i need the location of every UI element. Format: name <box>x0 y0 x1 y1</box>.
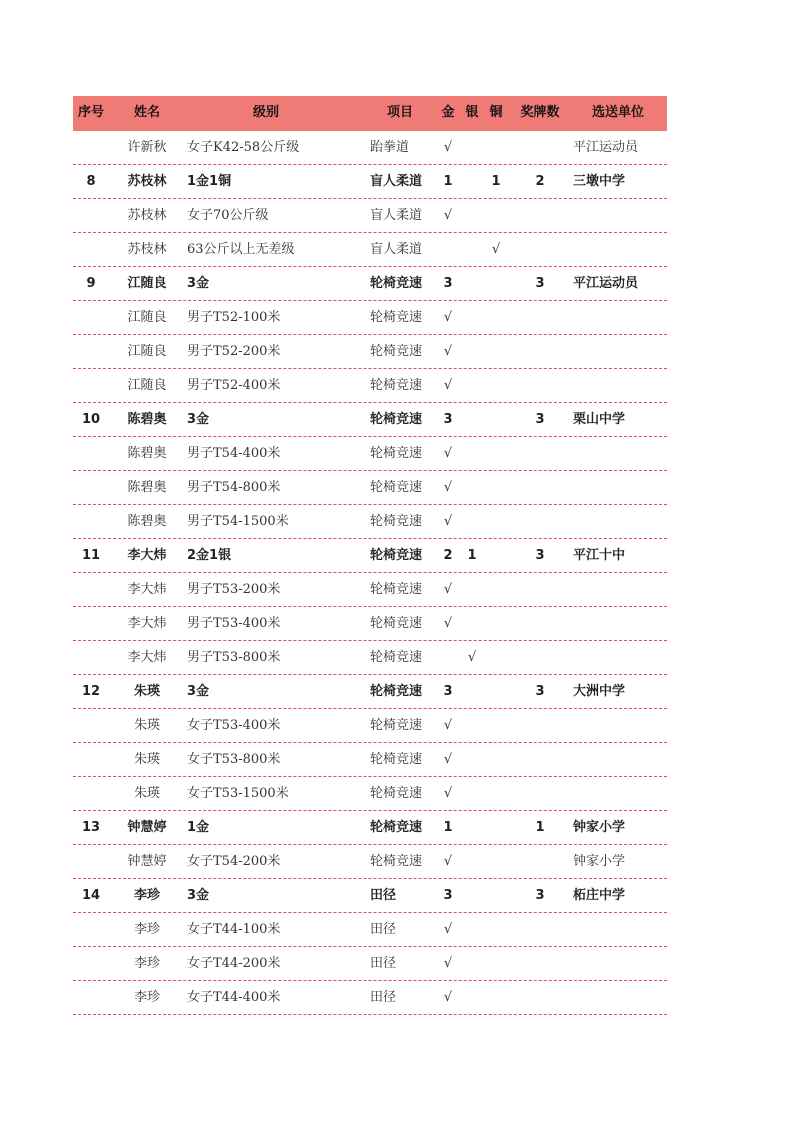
cell-name: 江随良 <box>127 378 167 393</box>
cell-item: 轮椅竞速 <box>370 514 423 529</box>
cell-total: 1 <box>535 820 545 835</box>
cell-unit: 柘庄中学 <box>573 888 626 903</box>
cell-unit: 栗山中学 <box>573 412 626 427</box>
cell-unit: 钟家小学 <box>573 820 626 835</box>
cell-item: 盲人柔道 <box>370 208 423 223</box>
cell-class: 女子T44-200米 <box>187 956 281 971</box>
cell-item: 田径 <box>370 990 397 1005</box>
cell-gold: 1 <box>443 820 453 835</box>
cell-seq: 12 <box>81 684 101 699</box>
cell-class: 男子T54-800米 <box>187 480 281 495</box>
cell-item: 轮椅竞速 <box>370 752 423 767</box>
table-row <box>73 471 667 505</box>
cell-total: 2 <box>535 174 545 189</box>
cell-name: 苏枝林 <box>127 242 167 257</box>
cell-bronze: 1 <box>491 174 501 189</box>
cell-item: 轮椅竞速 <box>370 684 423 699</box>
cell-item: 轮椅竞速 <box>370 616 423 631</box>
summary-row <box>73 539 667 573</box>
summary-row <box>73 403 667 437</box>
cell-gold: √ <box>443 582 453 597</box>
cell-name: 陈碧奥 <box>127 480 167 495</box>
cell-gold: √ <box>443 956 453 971</box>
table-row <box>73 607 667 641</box>
table-row <box>73 301 667 335</box>
cell-bronze: √ <box>491 242 501 257</box>
cell-name: 钟慧婷 <box>127 820 167 835</box>
cell-class: 女子T53-1500米 <box>187 786 289 801</box>
table-row <box>73 233 667 267</box>
cell-class: 3金 <box>187 684 210 699</box>
cell-class: 63公斤以上无差级 <box>187 242 295 257</box>
cell-gold: √ <box>443 480 453 495</box>
cell-class: 女子T44-400米 <box>187 990 281 1005</box>
table-row <box>73 743 667 777</box>
table-row <box>73 199 667 233</box>
summary-row <box>73 675 667 709</box>
header-unit: 选送单位 <box>591 105 644 120</box>
cell-seq: 8 <box>86 174 96 189</box>
cell-name: 李大炜 <box>127 582 167 597</box>
cell-seq: 11 <box>81 548 101 563</box>
header-total: 奖牌数 <box>520 105 560 120</box>
cell-item: 田径 <box>370 956 397 971</box>
cell-gold: √ <box>443 208 453 223</box>
cell-seq: 14 <box>81 888 101 903</box>
table-row <box>73 845 667 879</box>
cell-silver: 1 <box>467 548 477 563</box>
cell-name: 江随良 <box>127 344 167 359</box>
table-header <box>73 96 667 131</box>
cell-item: 轮椅竞速 <box>370 548 423 563</box>
table-row <box>73 777 667 811</box>
cell-total: 3 <box>535 412 545 427</box>
header-bronze: 铜 <box>489 105 503 120</box>
cell-gold: √ <box>443 310 453 325</box>
cell-item: 轮椅竞速 <box>370 344 423 359</box>
medal-table <box>73 96 667 1015</box>
cell-gold: 3 <box>443 412 453 427</box>
cell-name: 苏枝林 <box>127 208 167 223</box>
cell-item: 轮椅竞速 <box>370 718 423 733</box>
cell-class: 3金 <box>187 276 210 291</box>
cell-item: 盲人柔道 <box>370 174 423 189</box>
summary-row <box>73 165 667 199</box>
cell-class: 女子T53-400米 <box>187 718 281 733</box>
table-row <box>73 505 667 539</box>
table-row <box>73 641 667 675</box>
cell-name: 李珍 <box>133 922 160 937</box>
cell-gold: √ <box>443 514 453 529</box>
cell-gold: 3 <box>443 888 453 903</box>
cell-silver: √ <box>467 650 477 665</box>
cell-gold: √ <box>443 752 453 767</box>
cell-class: 女子T53-800米 <box>187 752 281 767</box>
table-row <box>73 437 667 471</box>
header-silver: 银 <box>465 105 479 120</box>
summary-row <box>73 811 667 845</box>
cell-name: 李珍 <box>133 956 160 971</box>
cell-gold: √ <box>443 616 453 631</box>
cell-unit: 钟家小学 <box>573 854 626 869</box>
cell-item: 轮椅竞速 <box>370 310 423 325</box>
table-row <box>73 981 667 1015</box>
cell-class: 女子T54-200米 <box>187 854 281 869</box>
cell-gold: √ <box>443 786 453 801</box>
cell-seq: 9 <box>86 276 96 291</box>
cell-name: 朱瑛 <box>133 752 160 767</box>
cell-class: 3金 <box>187 888 210 903</box>
cell-name: 江随良 <box>127 310 167 325</box>
cell-item: 田径 <box>370 888 397 903</box>
table-row <box>73 913 667 947</box>
table-row <box>73 573 667 607</box>
cell-gold: √ <box>443 140 453 155</box>
cell-name: 钟慧婷 <box>127 854 167 869</box>
cell-unit: 三墩中学 <box>573 174 626 189</box>
table-row <box>73 335 667 369</box>
cell-class: 男子T52-200米 <box>187 344 281 359</box>
summary-row <box>73 879 667 913</box>
header-class: 级别 <box>252 105 279 120</box>
cell-gold: √ <box>443 854 453 869</box>
table-row <box>73 131 667 165</box>
cell-unit: 大洲中学 <box>573 684 626 699</box>
cell-total: 3 <box>535 276 545 291</box>
cell-gold: 2 <box>443 548 453 563</box>
cell-item: 盲人柔道 <box>370 242 423 257</box>
cell-name: 朱瑛 <box>133 786 160 801</box>
cell-item: 跆拳道 <box>370 140 410 155</box>
cell-name: 陈碧奥 <box>127 412 167 427</box>
table-row <box>73 947 667 981</box>
cell-item: 轮椅竞速 <box>370 446 423 461</box>
cell-item: 轮椅竞速 <box>370 480 423 495</box>
cell-total: 3 <box>535 548 545 563</box>
cell-class: 女子T44-100米 <box>187 922 281 937</box>
cell-total: 3 <box>535 888 545 903</box>
table-row <box>73 369 667 403</box>
header-gold: 金 <box>441 105 455 120</box>
cell-item: 轮椅竞速 <box>370 820 423 835</box>
table-body <box>73 131 667 1015</box>
cell-item: 田径 <box>370 922 397 937</box>
cell-gold: √ <box>443 718 453 733</box>
cell-item: 轮椅竞速 <box>370 854 423 869</box>
header-name: 姓名 <box>133 105 160 120</box>
cell-class: 男子T54-400米 <box>187 446 281 461</box>
cell-gold: √ <box>443 344 453 359</box>
cell-class: 男子T53-800米 <box>187 650 281 665</box>
cell-item: 轮椅竞速 <box>370 412 423 427</box>
cell-class: 男子T53-400米 <box>187 616 281 631</box>
cell-name: 朱瑛 <box>133 684 160 699</box>
cell-name: 苏枝林 <box>127 174 167 189</box>
cell-item: 轮椅竞速 <box>370 786 423 801</box>
cell-name: 陈碧奥 <box>127 514 167 529</box>
header-item: 项目 <box>386 105 413 120</box>
cell-class: 男子T52-400米 <box>187 378 281 393</box>
cell-class: 男子T54-1500米 <box>187 514 289 529</box>
cell-class: 1金 <box>187 820 210 835</box>
cell-name: 陈碧奥 <box>127 446 167 461</box>
cell-unit: 平江运动员 <box>573 140 639 155</box>
cell-class: 2金1银 <box>187 548 232 563</box>
cell-gold: √ <box>443 446 453 461</box>
cell-gold: √ <box>443 922 453 937</box>
cell-unit: 平江运动员 <box>573 276 639 291</box>
cell-total: 3 <box>535 684 545 699</box>
cell-class: 男子T53-200米 <box>187 582 281 597</box>
cell-class: 女子70公斤级 <box>187 208 269 223</box>
cell-gold: 3 <box>443 276 453 291</box>
header-seq: 序号 <box>77 105 104 120</box>
cell-gold: √ <box>443 378 453 393</box>
cell-name: 李大炜 <box>127 548 167 563</box>
cell-name: 李珍 <box>133 888 160 903</box>
table-row <box>73 709 667 743</box>
cell-item: 轮椅竞速 <box>370 582 423 597</box>
cell-name: 许新秋 <box>127 140 167 155</box>
cell-class: 1金1铜 <box>187 174 232 189</box>
cell-class: 男子T52-100米 <box>187 310 281 325</box>
cell-name: 朱瑛 <box>133 718 160 733</box>
cell-unit: 平江十中 <box>573 548 626 563</box>
cell-item: 轮椅竞速 <box>370 650 423 665</box>
cell-item: 轮椅竞速 <box>370 378 423 393</box>
cell-name: 李大炜 <box>127 616 167 631</box>
cell-name: 江随良 <box>127 276 167 291</box>
cell-seq: 10 <box>81 412 101 427</box>
cell-gold: 1 <box>443 174 453 189</box>
cell-class: 女子K42-58公斤级 <box>187 140 300 155</box>
cell-seq: 13 <box>81 820 101 835</box>
cell-name: 李珍 <box>133 990 160 1005</box>
cell-gold: 3 <box>443 684 453 699</box>
cell-item: 轮椅竞速 <box>370 276 423 291</box>
cell-name: 李大炜 <box>127 650 167 665</box>
summary-row <box>73 267 667 301</box>
cell-gold: √ <box>443 990 453 1005</box>
cell-class: 3金 <box>187 412 210 427</box>
